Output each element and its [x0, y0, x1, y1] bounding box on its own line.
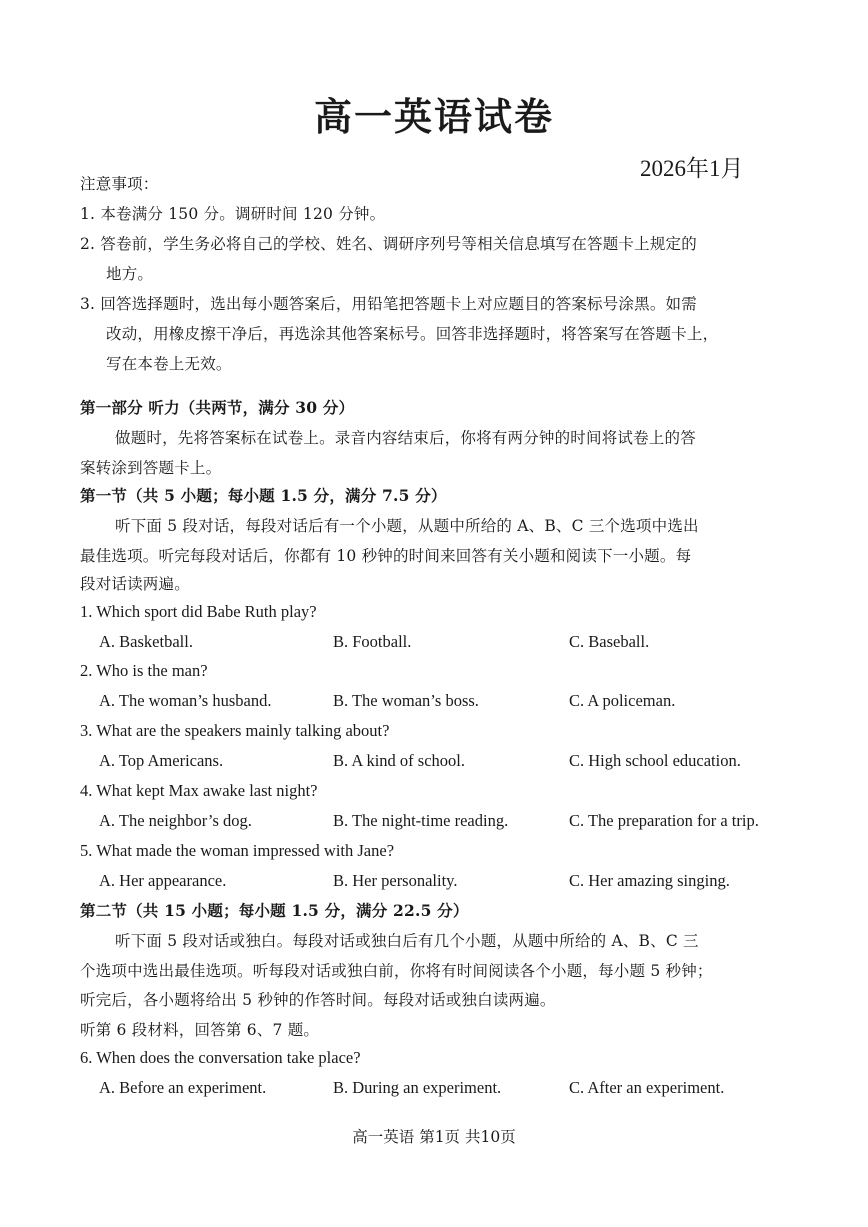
option-c: C. Baseball. — [569, 632, 650, 651]
question-stem: 3. What are the speakers mainly talking about? — [80, 721, 390, 740]
question-stem: 1. Which sport did Babe Ruth play? — [80, 602, 317, 621]
option-a: A. Her appearance. — [99, 871, 227, 890]
option-c: C. High school education. — [569, 751, 741, 770]
question-stem: 6. When does the conversation take place? — [80, 1048, 361, 1067]
section-heading: 第二节（共 15 小题；每小题 1.5 分，满分 22.5 分） — [80, 901, 469, 920]
notice-item: 写在本卷上无效。 — [106, 355, 232, 373]
material-instruction: 听第 6 段材料，回答第 6、7 题。 — [80, 1021, 320, 1039]
option-b: B. The woman’s boss. — [333, 691, 479, 710]
section-intro: 个选项中选出最佳选项。听每段对话或独白前，你将有时间阅读各个小题，每小题 5 秒钟； — [80, 962, 713, 980]
section-heading: 第一节（共 5 小题；每小题 1.5 分，满分 7.5 分） — [80, 486, 447, 505]
option-b: B. The night-time reading. — [333, 811, 509, 830]
option-a: A. Top Americans. — [99, 751, 224, 770]
part-intro: 做题时，先将答案标在试卷上。录音内容结束后，你将有两分钟的时间将试卷上的答 — [115, 429, 696, 447]
question-stem: 4. What kept Max awake last night? — [80, 781, 318, 800]
part-intro: 案转涂到答题卡上。 — [80, 459, 222, 477]
question-stem: 2. Who is the man? — [80, 661, 208, 680]
page-title: 高一英语试卷 — [313, 94, 554, 139]
section-intro: 听下面 5 段对话或独白。每段对话或独白后有几个小题，从题中所给的 A、B、C 三 — [115, 932, 699, 950]
notice-item: 3. 回答选择题时，选出每小题答案后，用铅笔把答题卡上对应题目的答案标号涂黑。如需 — [80, 295, 697, 313]
option-b: B. A kind of school. — [333, 751, 466, 770]
option-b: B. Her personality. — [333, 871, 458, 890]
section-intro: 听下面 5 段对话，每段对话后有一个小题，从题中所给的 A、B、C 三个选项中选出 — [115, 517, 699, 535]
notice-item: 2. 答卷前，学生务必将自己的学校、姓名、调研序列号等相关信息填写在答题卡上规定的 — [80, 235, 697, 253]
option-c: C. A policeman. — [569, 691, 676, 710]
notice-item: 1. 本卷满分 150 分。调研时间 120 分钟。 — [80, 205, 386, 223]
page-footer: 高一英语 第1页 共10页 — [352, 1128, 516, 1146]
section-intro: 段对话读两遍。 — [80, 575, 190, 593]
option-c: C. The preparation for a trip. — [569, 811, 759, 830]
option-c: C. Her amazing singing. — [569, 871, 730, 890]
option-b: B. During an experiment. — [333, 1078, 502, 1097]
option-b: B. Football. — [333, 632, 412, 651]
section-intro: 最佳选项。听完每段对话后，你都有 10 秒钟的时间来回答有关小题和阅读下一小题。每 — [80, 547, 692, 565]
option-a: A. The woman’s husband. — [99, 691, 272, 710]
section-intro: 听完后，各小题将给出 5 秒钟的作答时间。每段对话或独白读两遍。 — [80, 991, 556, 1009]
question-stem: 5. What made the woman impressed with Jane? — [80, 841, 395, 860]
option-a: A. The neighbor’s dog. — [99, 811, 252, 830]
option-a: A. Before an experiment. — [99, 1078, 267, 1097]
notice-item: 改动，用橡皮擦干净后，再选涂其他答案标号。回答非选择题时，将答案写在答题卡上， — [106, 325, 719, 343]
notice-item: 地方。 — [106, 265, 154, 283]
option-a: A. Basketball. — [99, 632, 193, 651]
notice-heading: 注意事项： — [80, 175, 159, 193]
exam-date: 2026年1月 — [640, 156, 744, 181]
option-c: C. After an experiment. — [569, 1078, 725, 1097]
part-heading: 第一部分 听力（共两节，满分 30 分） — [80, 398, 355, 417]
